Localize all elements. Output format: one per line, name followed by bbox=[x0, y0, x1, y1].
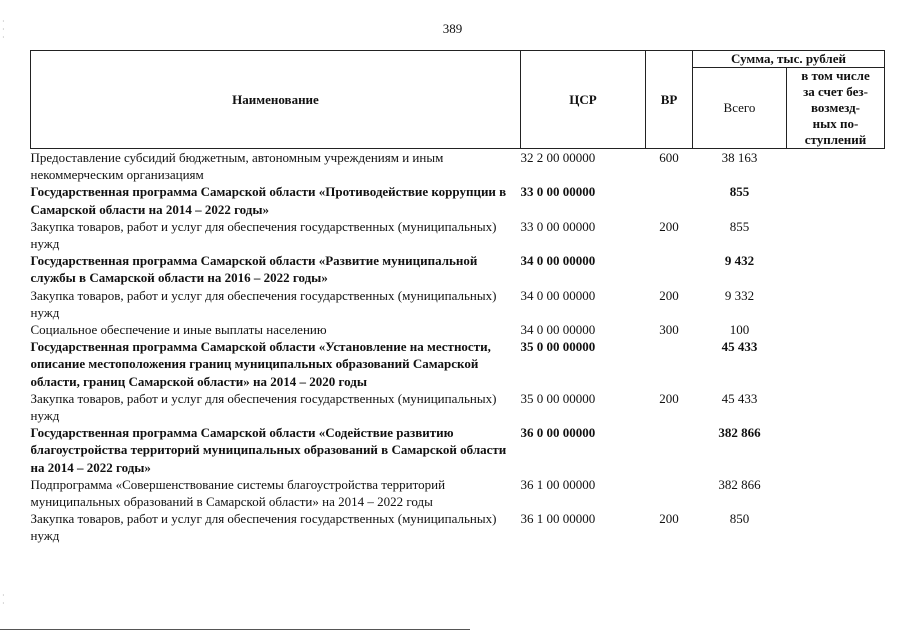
row-name: Закупка товаров, работ и услуг для обеспечения государственных (муниципальных) нужд bbox=[30, 511, 497, 544]
header-sum-group: Сумма, тыс. рублей bbox=[693, 51, 885, 68]
row-csr: 36 0 00 00000 bbox=[520, 425, 596, 441]
header-including-line: возмезд- bbox=[811, 100, 860, 115]
row-including bbox=[787, 424, 885, 476]
table-row bbox=[31, 321, 885, 338]
budget-table bbox=[30, 50, 885, 545]
row-vr: 200 bbox=[659, 511, 679, 527]
row-vr bbox=[646, 338, 693, 390]
table-body bbox=[31, 149, 885, 545]
row-total: 855 bbox=[729, 184, 750, 200]
row-total: 100 bbox=[729, 322, 750, 338]
row-vr: 200 bbox=[659, 287, 679, 303]
table-row bbox=[31, 510, 885, 544]
row-total: 45 433 bbox=[721, 390, 758, 406]
row-name: Предоставление субсидий бюджетным, автономным учреждениям и иным некоммерческим организациям bbox=[30, 150, 444, 183]
row-csr: 34 0 00 00000 bbox=[520, 253, 596, 269]
row-total: 38 163 bbox=[721, 150, 758, 165]
table-row bbox=[31, 424, 885, 476]
row-name: Государственная программа Самарской области «Развитие муниципальной службы в Самарской области на 2016 – 2022 годы» bbox=[30, 253, 478, 286]
row-name: Государственная программа Самарской области «Противодействие коррупции в Самарской области на 2014 – 2022 годы» bbox=[30, 184, 507, 217]
row-including bbox=[787, 510, 885, 544]
row-name: Закупка товаров, работ и услуг для обеспечения государственных (муниципальных) нужд bbox=[30, 390, 497, 424]
row-total: 9 332 bbox=[724, 287, 755, 303]
header-vr: ВР bbox=[646, 51, 693, 149]
table-row bbox=[31, 149, 885, 184]
row-including bbox=[787, 287, 885, 321]
row-including bbox=[787, 338, 885, 390]
page-number: 389 bbox=[442, 21, 463, 36]
table-row bbox=[31, 183, 885, 217]
row-vr: 200 bbox=[659, 390, 679, 406]
row-name: Закупка товаров, работ и услуг для обеспечения государственных (муниципальных) нужд bbox=[30, 287, 497, 320]
row-name: Закупка товаров, работ и услуг для обеспечения государственных (муниципальных) нужд bbox=[30, 218, 497, 252]
row-csr: 32 2 00 00000 bbox=[520, 150, 596, 165]
row-csr: 34 0 00 00000 bbox=[520, 322, 596, 338]
row-total: 382 866 bbox=[718, 425, 761, 441]
row-including bbox=[787, 321, 885, 338]
table-row bbox=[31, 338, 885, 390]
row-total: 382 866 bbox=[718, 476, 761, 492]
row-name: Государственная программа Самарской области «Содействие развитию благоустройства территорий муниципальных образований в Самарской области на 2014 – 2022 годы» bbox=[30, 425, 507, 475]
table-row bbox=[31, 390, 885, 424]
row-csr: 36 1 00 00000 bbox=[520, 511, 596, 527]
header-including-line: в том числе bbox=[801, 68, 870, 83]
row-name: Социальное обеспечение и иные выплаты населению bbox=[30, 322, 327, 338]
row-including bbox=[787, 149, 885, 184]
table-row bbox=[31, 218, 885, 252]
scan-mark: · · · bbox=[2, 17, 5, 42]
row-csr: 35 0 00 00000 bbox=[520, 339, 596, 355]
row-including bbox=[787, 476, 885, 510]
row-name: Государственная программа Самарской области «Установление на местности, описание местоположения границ муниципальных образований Самарской области, границ Самарской области» на 2014 – 2020 годы bbox=[30, 339, 491, 389]
header-csr: ЦСР bbox=[521, 51, 646, 149]
scan-mark: · · bbox=[2, 591, 5, 608]
header-including-line: ных по- bbox=[812, 116, 859, 131]
row-including bbox=[787, 390, 885, 424]
row-vr: 200 bbox=[659, 218, 679, 234]
row-vr: 300 bbox=[659, 322, 679, 338]
header-including bbox=[787, 68, 885, 149]
row-total: 855 bbox=[729, 218, 750, 234]
row-including bbox=[787, 252, 885, 286]
row-including bbox=[787, 218, 885, 252]
row-csr: 33 0 00 00000 bbox=[520, 184, 596, 200]
row-vr bbox=[646, 183, 693, 217]
row-vr bbox=[646, 476, 693, 510]
header-including-line: за счет без- bbox=[803, 84, 868, 99]
table-row bbox=[31, 287, 885, 321]
row-including bbox=[787, 183, 885, 217]
table-row bbox=[31, 476, 885, 510]
header-name: Наименование bbox=[31, 51, 521, 149]
row-total: 45 433 bbox=[721, 339, 758, 355]
row-total: 850 bbox=[729, 511, 750, 527]
table-header bbox=[31, 51, 885, 149]
header-including-line: ступлений bbox=[804, 132, 867, 147]
row-csr: 33 0 00 00000 bbox=[520, 218, 596, 234]
header-total: Всего bbox=[693, 68, 787, 149]
row-csr: 35 0 00 00000 bbox=[520, 390, 596, 406]
row-total: 9 432 bbox=[724, 253, 755, 269]
row-vr: 600 bbox=[659, 150, 679, 165]
row-vr bbox=[646, 424, 693, 476]
row-csr: 34 0 00 00000 bbox=[520, 287, 596, 303]
scan-edge-line bbox=[0, 629, 470, 630]
row-vr bbox=[646, 252, 693, 286]
table-row bbox=[31, 252, 885, 286]
row-name: Подпрограмма «Совершенствование системы благоустройства территорий муниципальных образований в Самарской области» на 2014 – 2022 годы bbox=[30, 476, 446, 510]
row-csr: 36 1 00 00000 bbox=[520, 476, 596, 492]
